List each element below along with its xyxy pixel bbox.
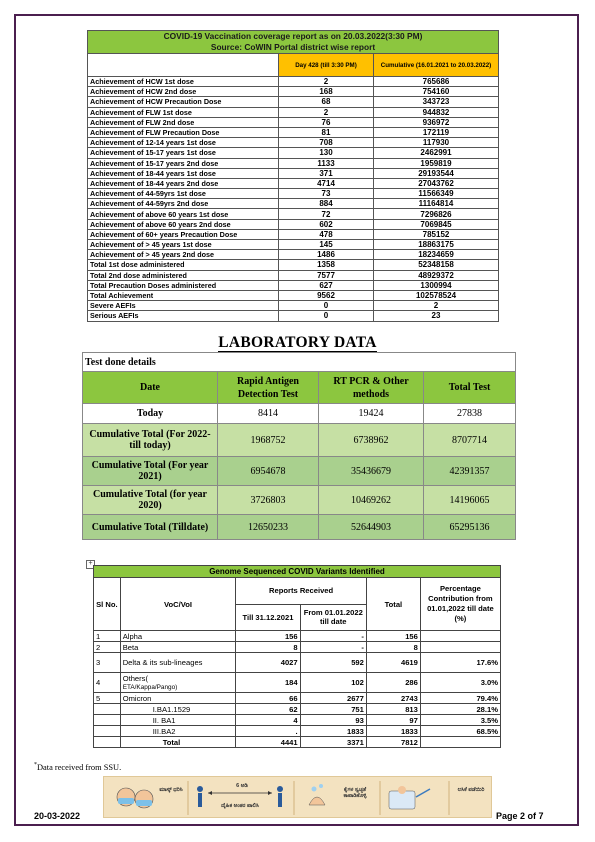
cumulative-value: 944832 <box>374 107 499 117</box>
banner-text-distance: 6 ಅಡಿ <box>236 783 248 789</box>
genome-table <box>93 565 501 748</box>
genome-from: - <box>300 631 366 642</box>
genome-total: 2743 <box>366 693 420 704</box>
vaccination-row <box>88 301 499 311</box>
total-value: 42391357 <box>424 457 516 486</box>
day-value: 708 <box>279 138 374 148</box>
lab-row <box>83 515 516 540</box>
genome-total: 8 <box>366 642 420 653</box>
day-value: 478 <box>279 229 374 239</box>
genome-till: 4 <box>236 715 300 726</box>
genome-title: Genome Sequenced COVID Variants Identified <box>94 566 501 578</box>
genome-sl: 1 <box>94 631 121 642</box>
genome-pct <box>420 631 500 642</box>
vaccination-row <box>88 189 499 199</box>
banner-text-handwash: ಕೈಗಳ ಸ್ವಚ್ಛತೆ ಕಾಪಾಡಿಕೊಳ್ಳಿ <box>343 787 367 799</box>
genome-from: 592 <box>300 653 366 673</box>
cumulative-value: 1300994 <box>374 280 499 290</box>
genome-header-reports: Reports Received <box>236 578 367 605</box>
day-value: 2 <box>279 107 374 117</box>
vaccination-row <box>88 280 499 290</box>
genome-total: 97 <box>366 715 420 726</box>
genome-from: 1833 <box>300 726 366 737</box>
cumulative-value: 27043762 <box>374 178 499 188</box>
vaccination-row <box>88 250 499 260</box>
genome-sl: 2 <box>94 642 121 653</box>
cumulative-value: 785152 <box>374 229 499 239</box>
genome-total: 156 <box>366 631 420 642</box>
genome-total: 813 <box>366 704 420 715</box>
row-label: Severe AEFIs <box>88 301 279 311</box>
footer-date: 20-03-2022 <box>34 811 81 821</box>
genome-row <box>94 715 501 726</box>
variant-name: Beta <box>122 642 139 652</box>
variant-name: III.BA2 <box>152 726 176 736</box>
rtpcr-value: 6738962 <box>319 424 424 457</box>
cumulative-value: 2462991 <box>374 148 499 158</box>
total-value: 65295136 <box>424 515 516 540</box>
day-value: 0 <box>279 301 374 311</box>
row-label: Achievement of HCW Precaution Dose <box>88 97 279 107</box>
cumulative-value: 18863175 <box>374 240 499 250</box>
cumulative-value: 936972 <box>374 117 499 127</box>
genome-from: - <box>300 642 366 653</box>
page-number: Page 2 of 7 <box>496 811 544 821</box>
cumulative-value: 52348158 <box>374 260 499 270</box>
row-label: Achievement of 44-59yrs 2nd dose <box>88 199 279 209</box>
genome-row <box>94 653 501 673</box>
genome-till: 4027 <box>236 653 300 673</box>
lab-row-label: Cumulative Total (For year 2021) <box>83 457 218 486</box>
genome-row <box>94 631 501 642</box>
genome-till: . <box>236 726 300 737</box>
day-value: 130 <box>279 148 374 158</box>
day-value: 602 <box>279 219 374 229</box>
row-label: Total 1st dose administered <box>88 260 279 270</box>
vaccination-row <box>88 178 499 188</box>
row-label: Achievement of 18-44 years 1st dose <box>88 168 279 178</box>
variant-name: Alpha <box>122 631 143 641</box>
cumulative-value: 765686 <box>374 77 499 87</box>
row-label: Achievement of FLW 2nd dose <box>88 117 279 127</box>
vaccination-row <box>88 148 499 158</box>
genome-row <box>94 673 501 693</box>
variant-name: Others( <box>122 673 149 683</box>
genome-pct <box>420 737 500 748</box>
col-day-header: Day 428 (till 3:30 PM) <box>279 54 374 77</box>
banner-text-distance-desc: ದೈಹಿಕ ಅಂತರ ಪಾಲಿಸಿ <box>221 803 259 809</box>
genome-total: 1833 <box>366 726 420 737</box>
lab-row-label: Cumulative Total (For 2022- till today) <box>83 424 218 457</box>
vaccination-row <box>88 199 499 209</box>
mask-icon <box>118 798 134 804</box>
day-value: 1133 <box>279 158 374 168</box>
genome-row <box>94 726 501 737</box>
genome-variant <box>120 715 236 726</box>
genome-total: 4619 <box>366 653 420 673</box>
day-value: 81 <box>279 127 374 137</box>
row-label: Achievement of FLW Precaution Dose <box>88 127 279 137</box>
lab-header-rapid: Rapid Antigen Detection Test <box>218 372 319 404</box>
genome-from: 3371 <box>300 737 366 748</box>
genome-pct: 68.5% <box>420 726 500 737</box>
genome-header-voc: VoC/VoI <box>120 578 236 631</box>
lab-row <box>83 424 516 457</box>
genome-total: 286 <box>366 673 420 693</box>
lab-row <box>83 457 516 486</box>
row-label: Achievement of 18-44 years 2nd dose <box>88 178 279 188</box>
lab-row <box>83 404 516 424</box>
cumulative-value: 102578524 <box>374 290 499 300</box>
lab-table <box>82 352 516 540</box>
genome-variant <box>120 737 236 748</box>
lab-row <box>83 486 516 515</box>
banner-text-vaccine: ಲಸಿಕೆ ಪಡೆಯಿರಿ <box>457 787 485 793</box>
cumulative-value: 29193544 <box>374 168 499 178</box>
footnote: *Data received from SSU. <box>34 762 122 772</box>
genome-variant <box>120 653 236 673</box>
genome-from: 2677 <box>300 693 366 704</box>
rtpcr-value: 10469262 <box>319 486 424 515</box>
vaccination-row <box>88 77 499 87</box>
genome-till: 62 <box>236 704 300 715</box>
genome-header-pct: Percentage Contribution from 01.01,2022 till date (%) <box>420 578 500 631</box>
row-label: Achievement of > 45 years 1st dose <box>88 240 279 250</box>
genome-variant <box>120 631 236 642</box>
genome-header-from: From 01.01.2022 till date <box>300 604 366 631</box>
genome-row <box>94 704 501 715</box>
total-value: 8707714 <box>424 424 516 457</box>
rapid-value: 1968752 <box>218 424 319 457</box>
genome-pct: 28.1% <box>420 704 500 715</box>
person-icon <box>277 786 283 792</box>
genome-header-total: Total <box>366 578 420 631</box>
total-value: 27838 <box>424 404 516 424</box>
row-label: Achievement of 60+ years Precaution Dose <box>88 229 279 239</box>
genome-variant <box>120 704 236 715</box>
day-value: 4714 <box>279 178 374 188</box>
vaccination-row <box>88 260 499 270</box>
lab-header-rtpcr: RT PCR & Other methods <box>319 372 424 404</box>
vaccination-table <box>87 30 499 322</box>
day-value: 7577 <box>279 270 374 280</box>
variant-name: II. BA1 <box>152 715 176 725</box>
hand-wash-icon <box>309 797 325 805</box>
rapid-value: 8414 <box>218 404 319 424</box>
genome-sl: 5 <box>94 693 121 704</box>
awareness-banner <box>103 776 492 818</box>
genome-till: 66 <box>236 693 300 704</box>
genome-sl: 3 <box>94 653 121 673</box>
genome-row <box>94 693 501 704</box>
day-value: 884 <box>279 199 374 209</box>
col-cumulative-header: Cumulative (16.01.2021 to 20.03.2022) <box>374 54 499 77</box>
vaccination-row <box>88 87 499 97</box>
genome-pct <box>420 642 500 653</box>
cumulative-value: 23 <box>374 311 499 321</box>
vaccination-row <box>88 219 499 229</box>
cumulative-value: 1959819 <box>374 158 499 168</box>
day-value: 9562 <box>279 290 374 300</box>
genome-pct: 79.4% <box>420 693 500 704</box>
rtpcr-value: 52644903 <box>319 515 424 540</box>
genome-header-sl: Sl No. <box>94 578 121 631</box>
variant-name: I.BA1.1529 <box>152 704 191 714</box>
vaccination-row <box>88 168 499 178</box>
genome-from: 93 <box>300 715 366 726</box>
row-label: Serious AEFIs <box>88 311 279 321</box>
total-value: 14196065 <box>424 486 516 515</box>
cumulative-value: 7296826 <box>374 209 499 219</box>
genome-till: 156 <box>236 631 300 642</box>
vaccination-row <box>88 127 499 137</box>
genome-variant <box>120 642 236 653</box>
mask-icon <box>136 800 152 806</box>
genome-row <box>94 737 501 748</box>
banner-text-mask: ಮಾಸ್ಕ್ ಧರಿಸಿ <box>159 787 183 793</box>
day-value: 1358 <box>279 260 374 270</box>
genome-sl <box>94 715 121 726</box>
genome-till: 8 <box>236 642 300 653</box>
expand-icon[interactable]: + <box>86 560 95 569</box>
row-label: Achievement of HCW 2nd dose <box>88 87 279 97</box>
cumulative-value: 343723 <box>374 97 499 107</box>
rapid-value: 12650233 <box>218 515 319 540</box>
cumulative-value: 11164814 <box>374 199 499 209</box>
variant-name: Total <box>162 737 181 747</box>
banner-illustration <box>104 777 493 819</box>
rapid-value: 3726803 <box>218 486 319 515</box>
cumulative-value: 11566349 <box>374 189 499 199</box>
genome-pct: 3.0% <box>420 673 500 693</box>
variant-name: Delta & its sub-lineages <box>122 658 203 667</box>
genome-till: 4441 <box>236 737 300 748</box>
cumulative-value: 117930 <box>374 138 499 148</box>
rtpcr-value: 19424 <box>319 404 424 424</box>
row-label: Achievement of above 60 years 1st dose <box>88 209 279 219</box>
row-label: Total Achievement <box>88 290 279 300</box>
row-label: Achievement of 15-17 years 1st dose <box>88 148 279 158</box>
vaccination-row <box>88 158 499 168</box>
genome-total: 7812 <box>366 737 420 748</box>
vaccination-row <box>88 97 499 107</box>
day-value: 0 <box>279 311 374 321</box>
vaccination-row <box>88 270 499 280</box>
row-label: Achievement of HCW 1st dose <box>88 77 279 87</box>
lab-row-label: Cumulative Total (for year 2020) <box>83 486 218 515</box>
row-label: Achievement of above 60 years 2nd dose <box>88 219 279 229</box>
lab-caption: Test done details <box>83 353 218 372</box>
row-label: Total 2nd dose administered <box>88 270 279 280</box>
genome-till: 184 <box>236 673 300 693</box>
lab-row-label: Cumulative Total (Tilldate) <box>83 515 218 540</box>
genome-variant <box>120 673 236 693</box>
vaccination-row <box>88 117 499 127</box>
day-value: 73 <box>279 189 374 199</box>
day-value: 371 <box>279 168 374 178</box>
lab-row-label: Today <box>83 404 218 424</box>
person-icon <box>197 786 203 792</box>
cumulative-value: 18234659 <box>374 250 499 260</box>
day-value: 627 <box>279 280 374 290</box>
vaccination-source: Source: CoWIN Portal district wise report <box>210 42 376 52</box>
genome-from: 102 <box>300 673 366 693</box>
vaccination-row <box>88 240 499 250</box>
vaccination-row <box>88 311 499 321</box>
lab-header-date: Date <box>83 372 218 404</box>
genome-sl <box>94 726 121 737</box>
row-label: Total Precaution Doses administered <box>88 280 279 290</box>
day-value: 168 <box>279 87 374 97</box>
genome-sl <box>94 704 121 715</box>
row-label: Achievement of 44-59yrs 1st dose <box>88 189 279 199</box>
variant-name: Omicron <box>122 693 152 703</box>
lab-heading: LABORATORY DATA <box>218 334 377 351</box>
cumulative-value: 754160 <box>374 87 499 97</box>
row-label: Achievement of 12-14 years 1st dose <box>88 138 279 148</box>
day-value: 76 <box>279 117 374 127</box>
row-label: Achievement of FLW 1st dose <box>88 107 279 117</box>
vaccination-title: COVID-19 Vaccination coverage report as on 20.03.2022(3:30 PM) Source: CoWIN Portal district wise report <box>88 31 499 54</box>
variant-subname: ETA/Kappa/Pango) <box>122 683 178 691</box>
cumulative-value: 7069845 <box>374 219 499 229</box>
genome-pct: 17.6% <box>420 653 500 673</box>
vaccination-row <box>88 209 499 219</box>
genome-from: 751 <box>300 704 366 715</box>
day-value: 145 <box>279 240 374 250</box>
genome-sl: 4 <box>94 673 121 693</box>
cumulative-value: 48929372 <box>374 270 499 280</box>
vaccination-row <box>88 229 499 239</box>
day-value: 1486 <box>279 250 374 260</box>
genome-row <box>94 642 501 653</box>
cumulative-value: 172119 <box>374 127 499 137</box>
genome-header-till: Till 31.12.2021 <box>236 604 300 631</box>
cumulative-value: 2 <box>374 301 499 311</box>
row-label: Achievement of 15-17 years 2nd dose <box>88 158 279 168</box>
vaccination-row <box>88 290 499 300</box>
genome-variant <box>120 726 236 737</box>
rapid-value: 6954678 <box>218 457 319 486</box>
row-label: Achievement of > 45 years 2nd dose <box>88 250 279 260</box>
genome-sl <box>94 737 121 748</box>
rtpcr-value: 35436679 <box>319 457 424 486</box>
vaccination-row <box>88 138 499 148</box>
lab-header-total: Total Test <box>424 372 516 404</box>
day-value: 72 <box>279 209 374 219</box>
genome-variant <box>120 693 236 704</box>
day-value: 2 <box>279 77 374 87</box>
vaccination-row <box>88 107 499 117</box>
day-value: 68 <box>279 97 374 107</box>
genome-pct: 3.5% <box>420 715 500 726</box>
